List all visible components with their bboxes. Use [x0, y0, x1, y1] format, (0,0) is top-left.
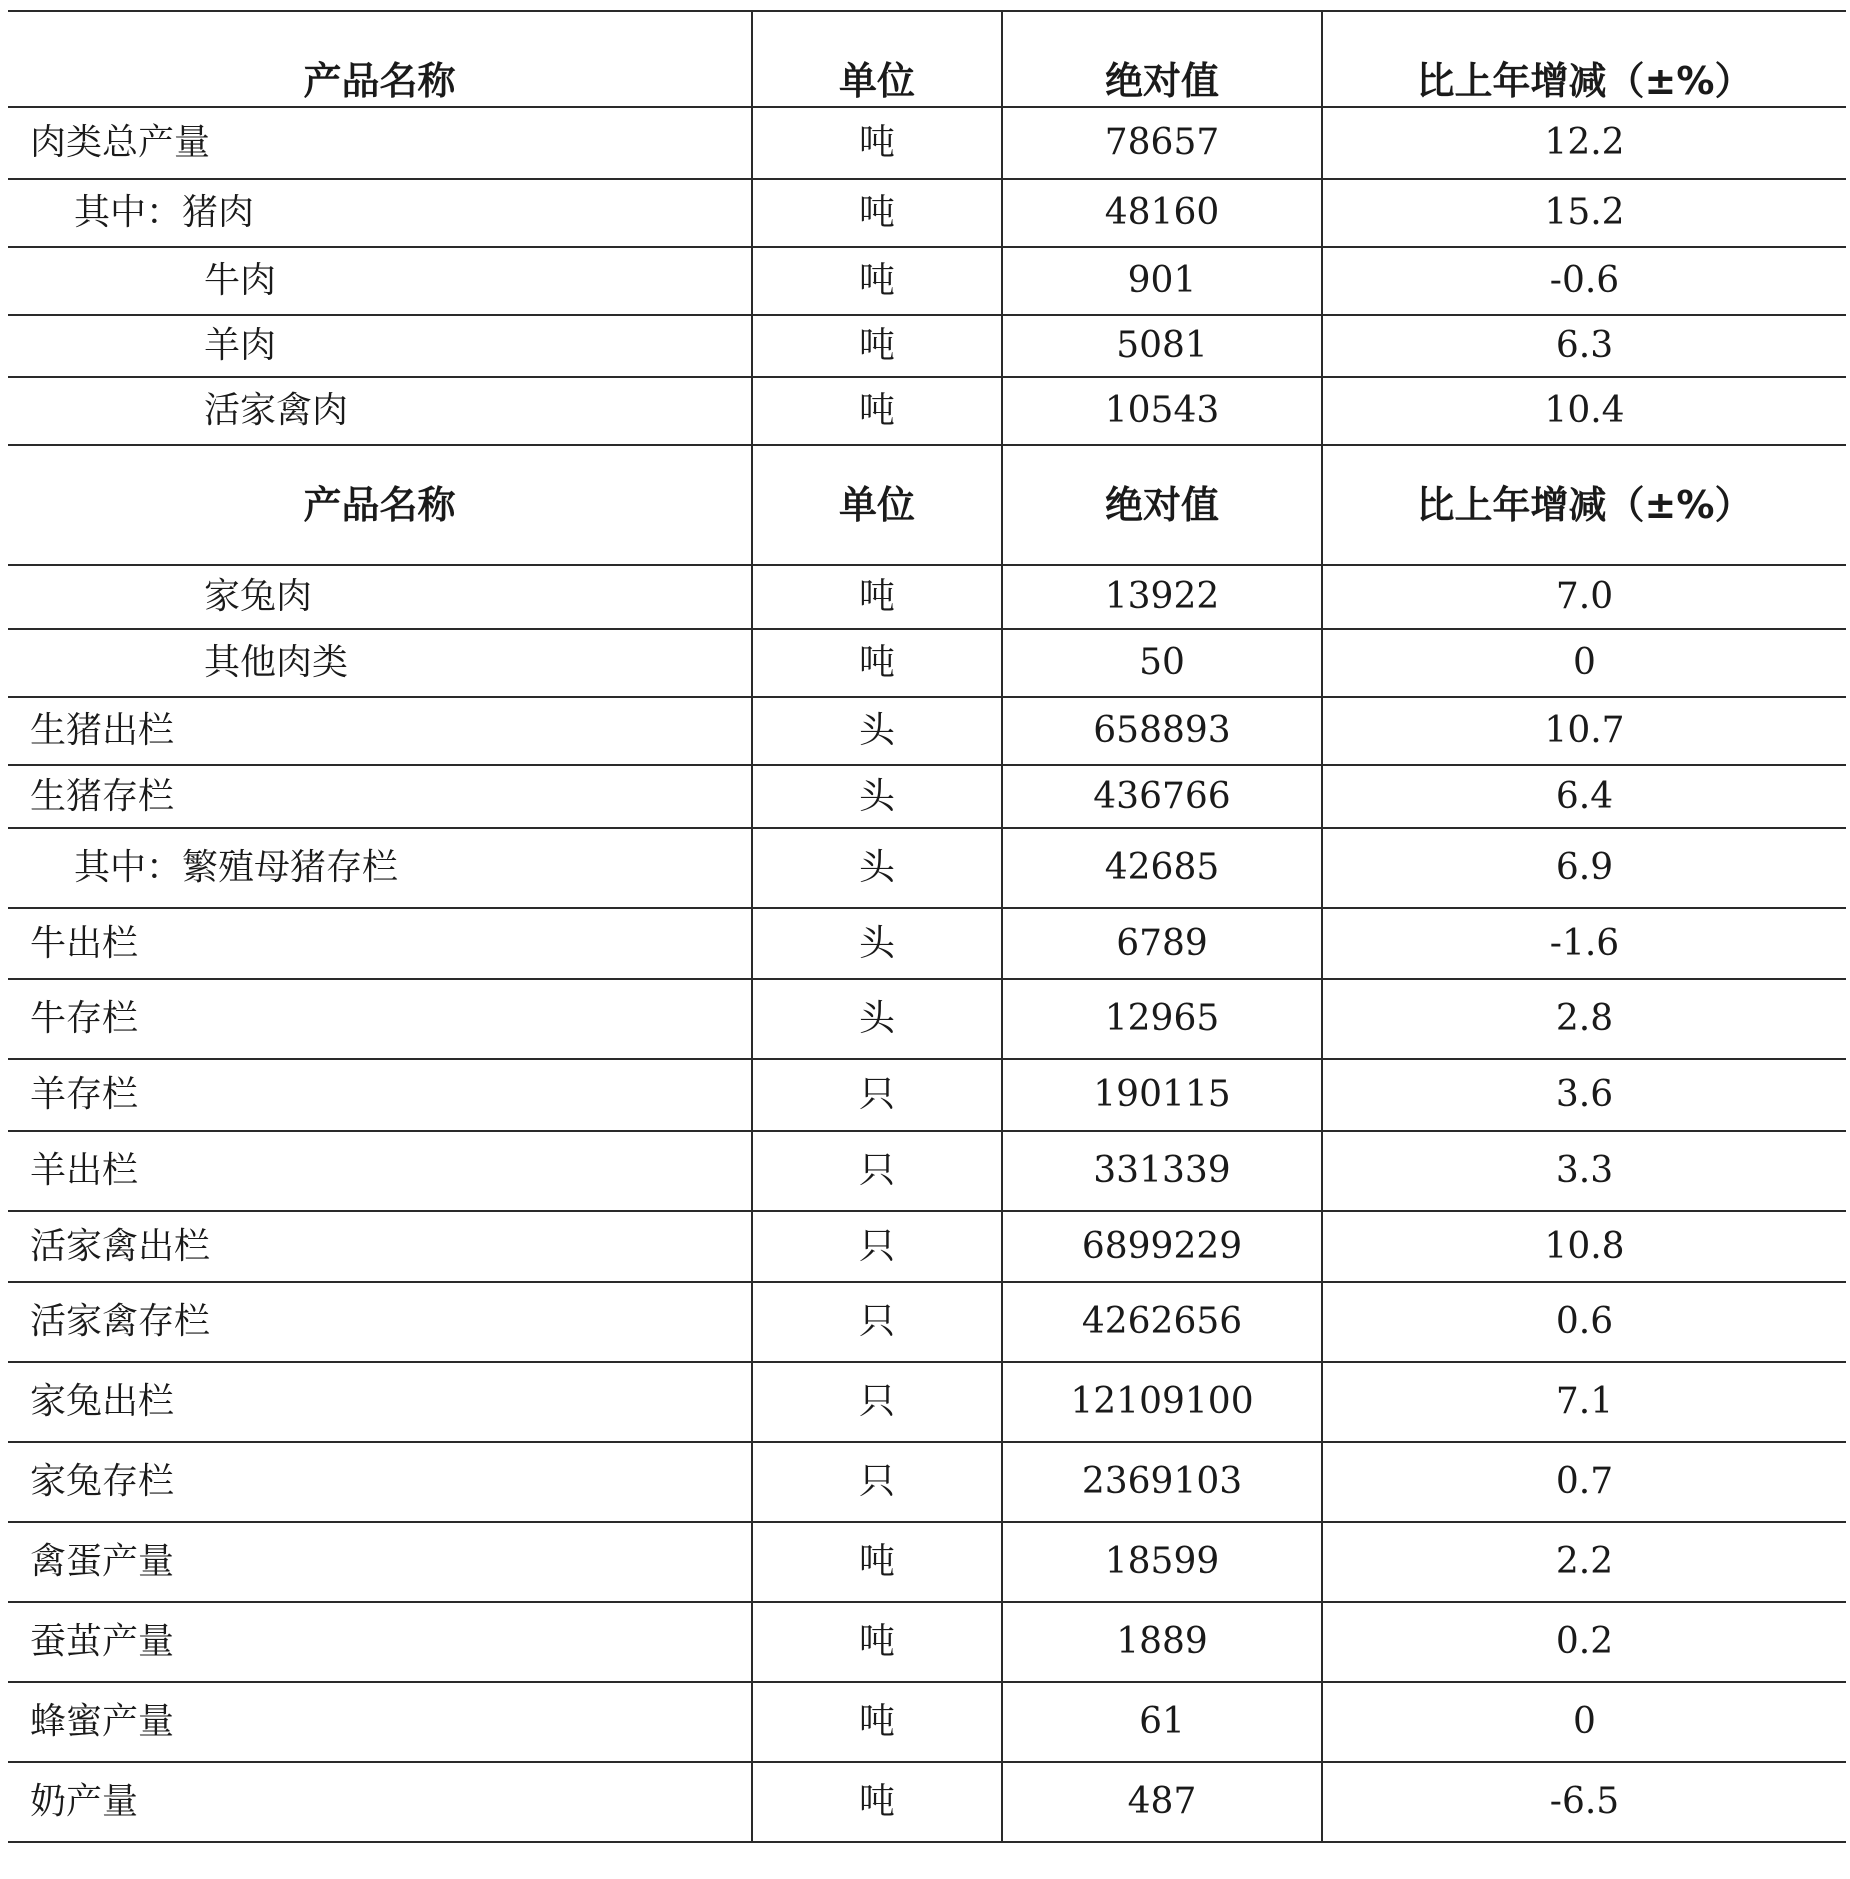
product-name-cell: 禽蛋产量 [8, 1522, 752, 1602]
product-name-cell: 蚕茧产量 [8, 1602, 752, 1682]
absolute-value-cell: 6789 [1002, 908, 1322, 979]
table-row [8, 1602, 1846, 1682]
change-percent-cell: 0.2 [1322, 1602, 1846, 1682]
table-row [8, 1131, 1846, 1211]
change-percent-cell: 2.2 [1322, 1522, 1846, 1602]
absolute-value-cell: 12965 [1002, 979, 1322, 1059]
unit-cell: 吨 [752, 1682, 1002, 1762]
product-name-cell: 羊肉 [8, 315, 752, 377]
unit-cell: 吨 [752, 179, 1002, 247]
unit-cell: 只 [752, 1131, 1002, 1211]
table-row [8, 377, 1846, 445]
header-absolute-value: 绝对值 [1002, 445, 1322, 565]
change-percent-cell: 0 [1322, 629, 1846, 697]
table-row [8, 1362, 1846, 1442]
product-name-cell: 肉类总产量 [8, 107, 752, 179]
change-percent-cell: 0 [1322, 1682, 1846, 1762]
product-name-cell: 活家禽出栏 [8, 1211, 752, 1282]
table-row [8, 1211, 1846, 1282]
unit-cell: 头 [752, 697, 1002, 765]
product-name-cell: 蜂蜜产量 [8, 1682, 752, 1762]
change-percent-cell: 0.7 [1322, 1442, 1846, 1522]
header-unit: 单位 [752, 445, 1002, 565]
unit-cell: 头 [752, 765, 1002, 828]
unit-cell: 头 [752, 828, 1002, 908]
table-row [8, 1059, 1846, 1131]
unit-cell: 只 [752, 1282, 1002, 1362]
change-percent-cell: 10.4 [1322, 377, 1846, 445]
absolute-value-cell: 5081 [1002, 315, 1322, 377]
product-name-cell: 生猪出栏 [8, 697, 752, 765]
product-name-cell: 羊存栏 [8, 1059, 752, 1131]
change-percent-cell: 6.9 [1322, 828, 1846, 908]
product-name-cell: 牛出栏 [8, 908, 752, 979]
absolute-value-cell: 12109100 [1002, 1362, 1322, 1442]
livestock-statistics-table [8, 10, 1846, 1843]
unit-cell: 吨 [752, 565, 1002, 629]
table-row [8, 1282, 1846, 1362]
absolute-value-cell: 487 [1002, 1762, 1322, 1842]
unit-cell: 吨 [752, 1762, 1002, 1842]
unit-cell: 只 [752, 1442, 1002, 1522]
unit-cell: 吨 [752, 1602, 1002, 1682]
absolute-value-cell: 2369103 [1002, 1442, 1322, 1522]
header-row [8, 11, 1846, 107]
product-name-cell: 其中：繁殖母猪存栏 [8, 828, 752, 908]
change-percent-cell: 0.6 [1322, 1282, 1846, 1362]
table-row [8, 1762, 1846, 1842]
unit-cell: 吨 [752, 377, 1002, 445]
table-row [8, 629, 1846, 697]
product-name-cell: 其他肉类 [8, 629, 752, 697]
product-name-cell: 家兔存栏 [8, 1442, 752, 1522]
absolute-value-cell: 78657 [1002, 107, 1322, 179]
unit-cell: 头 [752, 979, 1002, 1059]
absolute-value-cell: 61 [1002, 1682, 1322, 1762]
header-unit: 单位 [752, 11, 1002, 107]
change-percent-cell: 6.3 [1322, 315, 1846, 377]
absolute-value-cell: 42685 [1002, 828, 1322, 908]
table-row [8, 697, 1846, 765]
table-row [8, 107, 1846, 179]
header-product-name: 产品名称 [8, 11, 752, 107]
change-percent-cell: 6.4 [1322, 765, 1846, 828]
header-row [8, 445, 1846, 565]
product-name-cell: 活家禽存栏 [8, 1282, 752, 1362]
absolute-value-cell: 18599 [1002, 1522, 1322, 1602]
header-change-percent: 比上年增减（±%） [1322, 11, 1846, 107]
unit-cell: 吨 [752, 107, 1002, 179]
change-percent-cell: 15.2 [1322, 179, 1846, 247]
table-row [8, 565, 1846, 629]
product-name-cell: 家兔出栏 [8, 1362, 752, 1442]
absolute-value-cell: 6899229 [1002, 1211, 1322, 1282]
product-name-cell: 奶产量 [8, 1762, 752, 1842]
table-row [8, 765, 1846, 828]
table-row [8, 908, 1846, 979]
header-product-name: 产品名称 [8, 445, 752, 565]
absolute-value-cell: 13922 [1002, 565, 1322, 629]
table-row [8, 1442, 1846, 1522]
change-percent-cell: 12.2 [1322, 107, 1846, 179]
unit-cell: 吨 [752, 247, 1002, 315]
product-name-cell: 其中：猪肉 [8, 179, 752, 247]
absolute-value-cell: 901 [1002, 247, 1322, 315]
table-row [8, 315, 1846, 377]
table-row [8, 1522, 1846, 1602]
product-name-cell: 生猪存栏 [8, 765, 752, 828]
table-row [8, 247, 1846, 315]
unit-cell: 只 [752, 1059, 1002, 1131]
header-absolute-value: 绝对值 [1002, 11, 1322, 107]
table-row [8, 179, 1846, 247]
unit-cell: 头 [752, 908, 1002, 979]
change-percent-cell: 3.6 [1322, 1059, 1846, 1131]
product-name-cell: 牛肉 [8, 247, 752, 315]
absolute-value-cell: 331339 [1002, 1131, 1322, 1211]
change-percent-cell: 10.7 [1322, 697, 1846, 765]
change-percent-cell: 3.3 [1322, 1131, 1846, 1211]
change-percent-cell: 7.1 [1322, 1362, 1846, 1442]
absolute-value-cell: 1889 [1002, 1602, 1322, 1682]
change-percent-cell: -1.6 [1322, 908, 1846, 979]
absolute-value-cell: 190115 [1002, 1059, 1322, 1131]
product-name-cell: 家兔肉 [8, 565, 752, 629]
change-percent-cell: 7.0 [1322, 565, 1846, 629]
change-percent-cell: 10.8 [1322, 1211, 1846, 1282]
absolute-value-cell: 658893 [1002, 697, 1322, 765]
product-name-cell: 羊出栏 [8, 1131, 752, 1211]
change-percent-cell: -0.6 [1322, 247, 1846, 315]
unit-cell: 吨 [752, 315, 1002, 377]
change-percent-cell: -6.5 [1322, 1762, 1846, 1842]
unit-cell: 吨 [752, 1522, 1002, 1602]
table-row [8, 979, 1846, 1059]
table-row [8, 1682, 1846, 1762]
header-change-percent: 比上年增减（±%） [1322, 445, 1846, 565]
unit-cell: 吨 [752, 629, 1002, 697]
product-name-cell: 活家禽肉 [8, 377, 752, 445]
absolute-value-cell: 10543 [1002, 377, 1322, 445]
product-name-cell: 牛存栏 [8, 979, 752, 1059]
unit-cell: 只 [752, 1362, 1002, 1442]
change-percent-cell: 2.8 [1322, 979, 1846, 1059]
absolute-value-cell: 50 [1002, 629, 1322, 697]
absolute-value-cell: 48160 [1002, 179, 1322, 247]
table-row [8, 828, 1846, 908]
absolute-value-cell: 4262656 [1002, 1282, 1322, 1362]
unit-cell: 只 [752, 1211, 1002, 1282]
absolute-value-cell: 436766 [1002, 765, 1322, 828]
